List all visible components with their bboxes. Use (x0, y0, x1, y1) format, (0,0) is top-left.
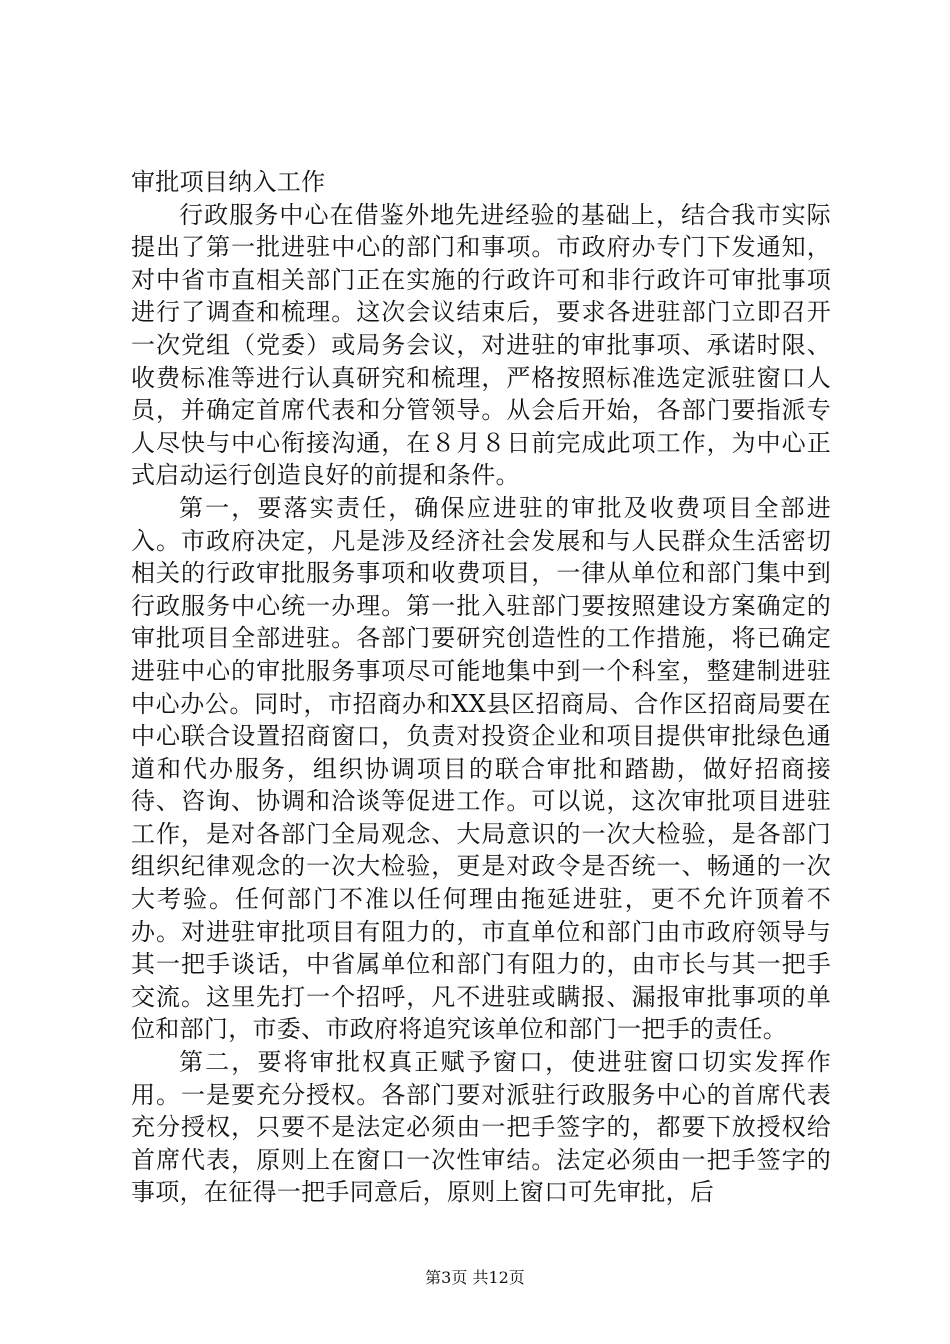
page-number-footer: 第3页 共12页 (425, 1268, 525, 1287)
paragraph-1: 行政服务中心在借鉴外地先进经验的基础上，结合我市实际提出了第一批进驻中心的部门和事项。市政府办专门下发通知，对中省市直相关部门正在实施的行政许可和非行政许可审批事项进行了调查和梳理。这次会议结束后，要求各进驻部门立即召开一次党组（党委）或局务会议，对进驻的审批事项、承诺时限、收费标准等进行认真研究和梳理，严格按照标准选定派驻窗口人员，并确定首席代表和分管领导。从会后开始，各部门要指派专人尽快与中心衔接沟通，在８月８日前完成此项工作，为中心正式启动运行创造良好的前提和条件。 (131, 200, 831, 490)
paragraph-2: 第一，要落实责任，确保应进驻的审批及收费项目全部进入。市政府决定，凡是涉及经济社会发展和与人民群众生活密切相关的行政审批服务事项和收费项目，一律从单位和部门集中到行政服务中心统一办理。第一批入驻部门要按照建设方案确定的审批项目全部进驻。各部门要研究创造性的工作措施，将已确定进驻中心的审批服务事项尽可能地集中到一个科室，整建制进驻中心办公。同时，市招商办和XX县区招商局、合作区招商局要在中心联合设置招商窗口，负责对投资企业和项目提供审批绿色通道和代办服务，组织协调项目的联合审批和踏勘，做好招商接待、咨询、协调和洽谈等促进工作。可以说，这次审批项目进驻工作，是对各部门全局观念、大局意识的一次大检验，是各部门组织纪律观念的一次大检验，更是对政令是否统一、畅通的一次大考验。任何部门不准以任何理由拖延进驻，更不允许顶着不办。对进驻审批项目有阻力的，市直单位和部门由市政府领导与其一把手谈话，中省属单位和部门有阻力的，由市长与其一把手交流。这里先打一个招呼，凡不进驻或瞒报、漏报审批事项的单位和部门，市委、市政府将追究该单位和部门一把手的责任。 (131, 493, 831, 1044)
paragraph-3: 第二，要将审批权真正赋予窗口，使进驻窗口切实发挥作用。一是要充分授权。各部门要对派驻行政服务中心的首席代表充分授权，只要不是法定必须由一把手签字的，都要下放授权给首席代表，原则上在窗口一次性审结。法定必须由一把手签字的事项，在征得一把手同意后，原则上窗口可先审批，后 (131, 1048, 831, 1207)
section-heading: 审批项目纳入工作 (131, 168, 326, 196)
document-body (131, 166, 831, 1209)
